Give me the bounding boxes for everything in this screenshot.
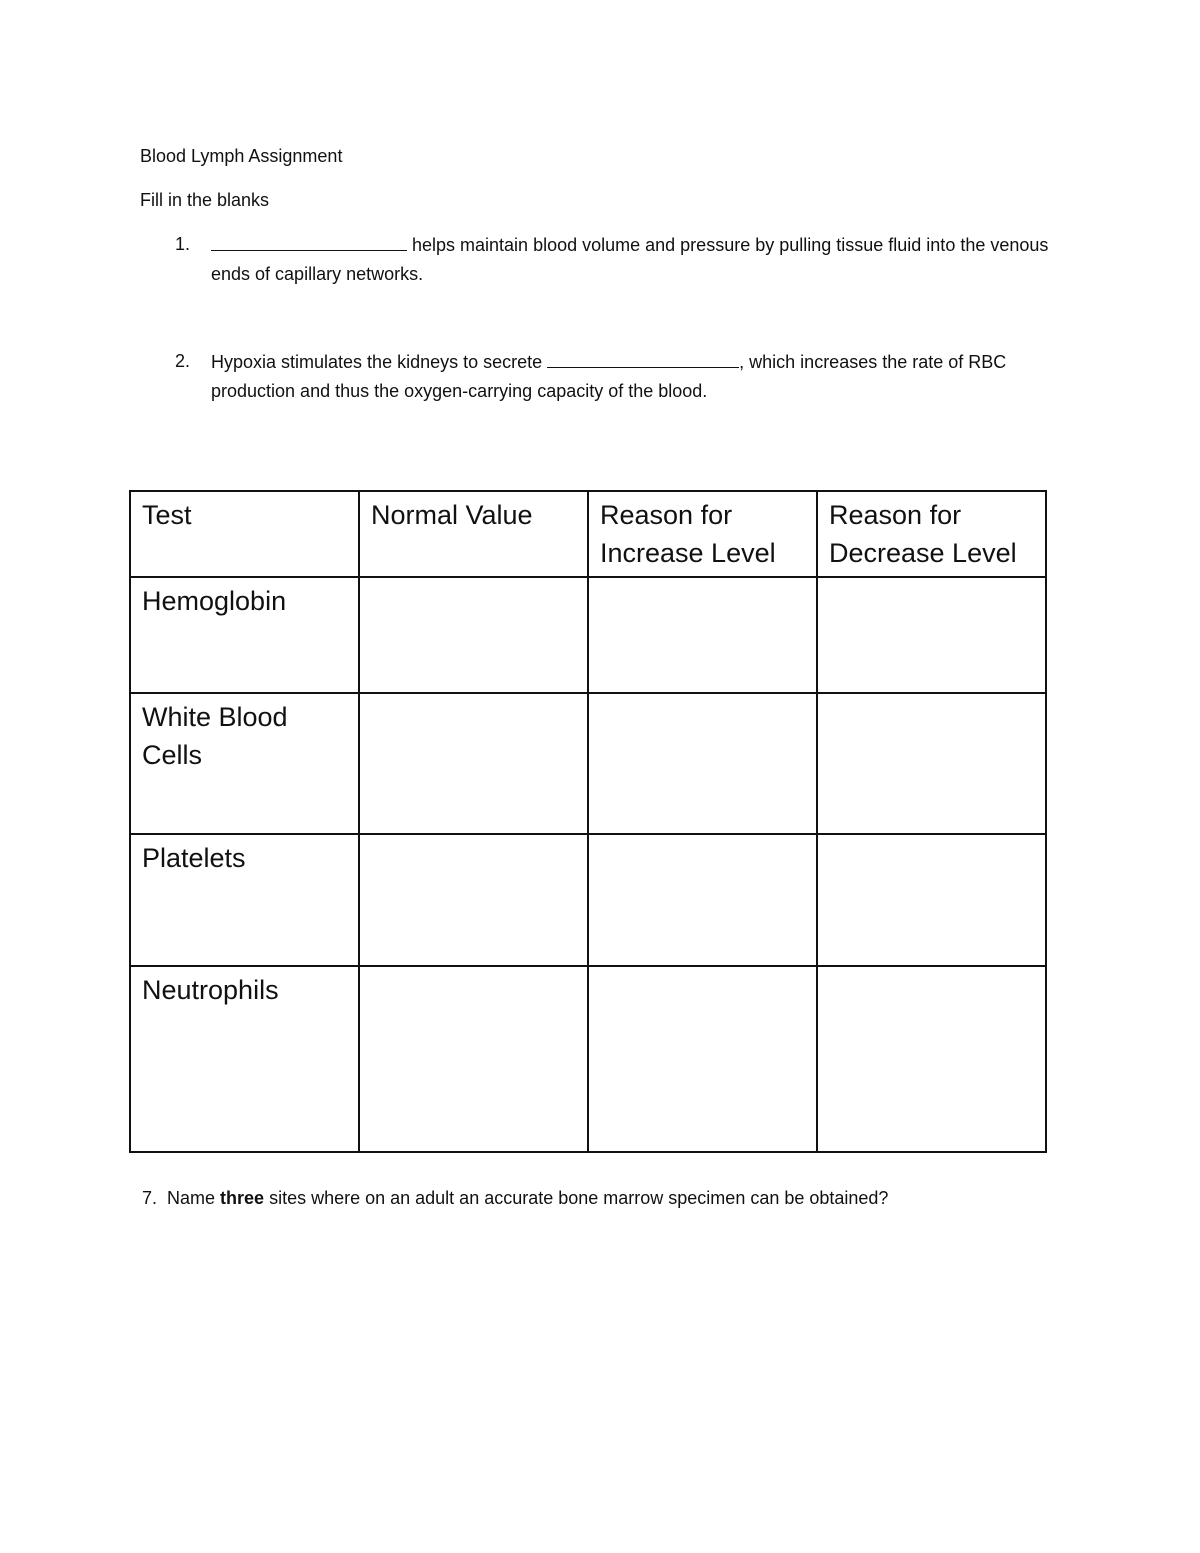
table-cell-decrease-reason[interactable] [817, 834, 1046, 966]
lab-values-table [129, 490, 1047, 1153]
question-2 [211, 347, 1071, 406]
table-cell-normal-value[interactable] [359, 577, 588, 693]
question-1-number: 1. [175, 234, 191, 254]
table-row [130, 834, 1046, 966]
question-1 [211, 230, 1071, 289]
page-title: Blood Lymph Assignment [140, 146, 343, 166]
table-cell-increase-reason[interactable] [588, 834, 817, 966]
table-row [130, 577, 1046, 693]
table-cell-normal-value[interactable] [359, 834, 588, 966]
table-row-label: Hemoglobin [130, 577, 359, 693]
question-2-text-before: Hypoxia stimulates the kidneys to secrete [211, 352, 548, 372]
question-2-number: 2. [175, 351, 191, 371]
table-row [130, 693, 1046, 834]
table-row [130, 966, 1046, 1152]
table-row-label: White Blood Cells [130, 693, 359, 834]
question-1-blank[interactable] [211, 230, 407, 251]
question-7-emphasis: three [220, 1188, 265, 1208]
table-cell-decrease-reason[interactable] [817, 966, 1046, 1152]
section-instructions: Fill in the blanks [140, 190, 270, 210]
question-2-text-after: , which increases the rate of RBC production and thus the oxygen-carrying capacity of the blood. [211, 352, 1007, 401]
question-7-text-before: Name [167, 1188, 221, 1208]
table-cell-increase-reason[interactable] [588, 693, 817, 834]
table-cell-increase-reason[interactable] [588, 577, 817, 693]
table-row-label: Platelets [130, 834, 359, 966]
question-2-blank[interactable] [547, 347, 739, 368]
table-header-cell: Normal Value [359, 491, 588, 577]
table-cell-normal-value[interactable] [359, 693, 588, 834]
table-cell-decrease-reason[interactable] [817, 693, 1046, 834]
table-header-cell: Test [130, 491, 359, 577]
question-7 [142, 1184, 888, 1212]
question-1-text: helps maintain blood volume and pressure by pulling tissue fluid into the venous ends of capillary networks. [211, 235, 1049, 284]
table-header-cell: Reason for Decrease Level [817, 491, 1046, 577]
question-7-number: 7. [142, 1188, 158, 1208]
table-row-label: Neutrophils [130, 966, 359, 1152]
table-cell-normal-value[interactable] [359, 966, 588, 1152]
table-header-cell: Reason for Increase Level [588, 491, 817, 577]
table-cell-increase-reason[interactable] [588, 966, 817, 1152]
table-cell-decrease-reason[interactable] [817, 577, 1046, 693]
question-7-text-after: sites where on an adult an accurate bone marrow specimen can be obtained? [264, 1188, 889, 1208]
table-header-row [130, 491, 1046, 577]
